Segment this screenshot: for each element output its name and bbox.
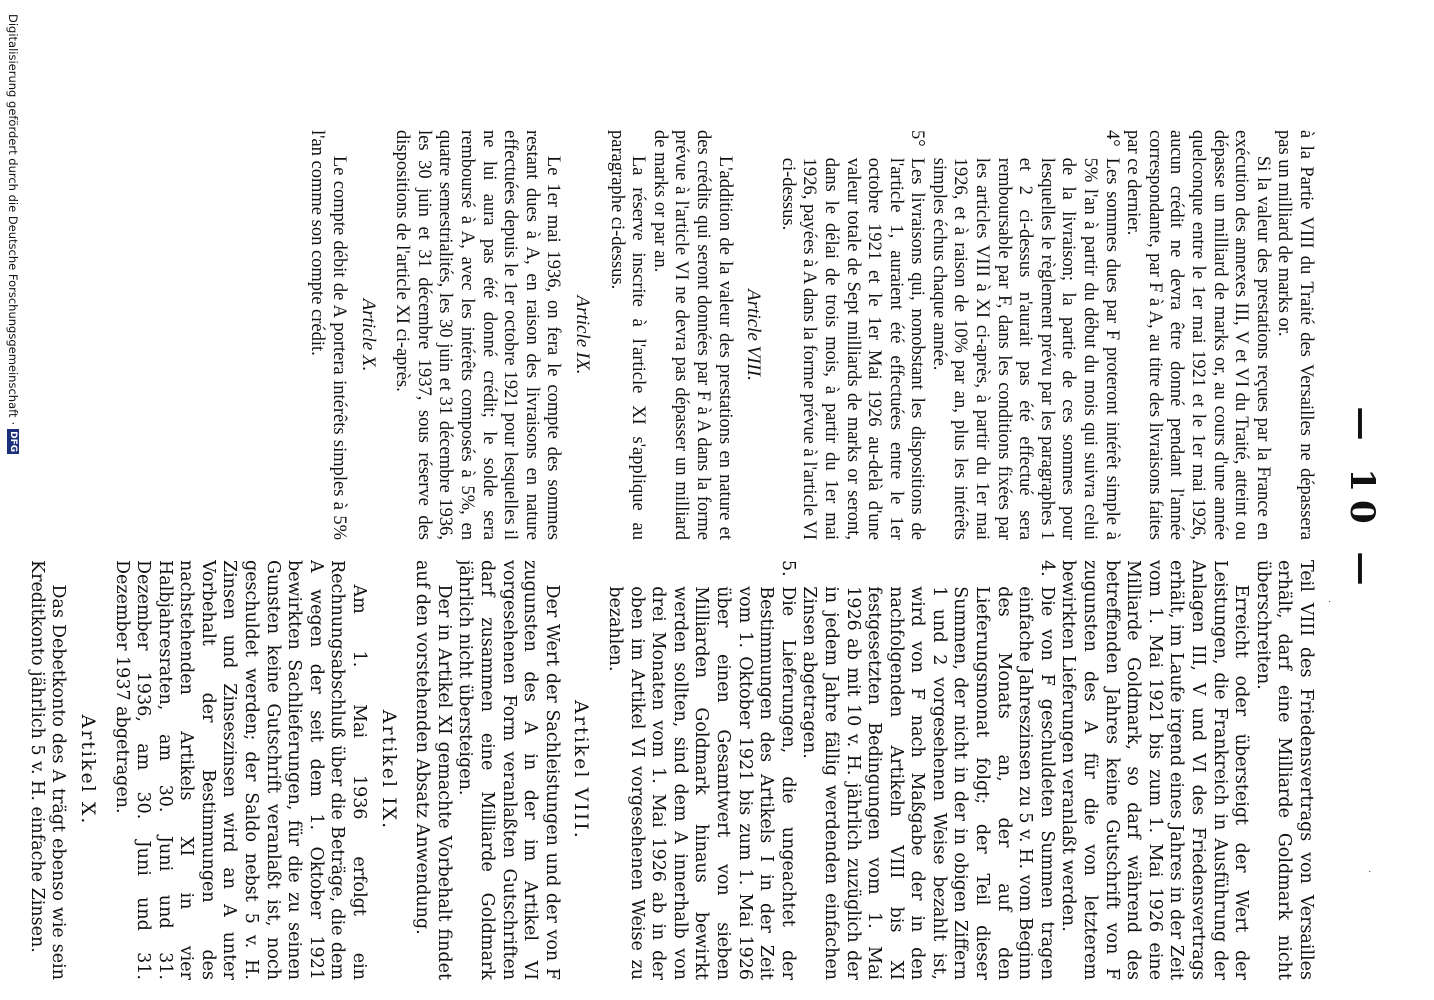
scan-speck: · bbox=[1323, 600, 1334, 604]
fr-paragraph-5-number: 5° bbox=[907, 130, 928, 147]
de-paragraph-5 bbox=[603, 560, 797, 980]
de-paragraph-4-text: Die von F geschuldeten Summen tragen einfache Jahreszinsen zu 5 v. H. vom Beginn des Monats an, der auf den Lieferungsmonat folgt; der Teil dieser Summen, der nicht in der in obigen Ziffern 1 und 2 vorgesehenen Weise bezahlt ist, wird von F nach Maßgabe der in den nachfolgenden Artikeln VIII bis XI festgesetzten Bedingungen vom 1. Mai 1926 ab mit 10 v. H. jährlich zuzüglich der in jedem Jahre fällig werdenden einfachen Zinsen abgetragen. bbox=[799, 586, 1057, 980]
de-paragraph-5-text: Die Lieferungen, die ungeachtet der Bestimmungen des Artikels I in der Zeit vom 1. Oktober 1921 bis zum 1. Mai 1926 über einen Gesamtwert von sieben Milliarden Goldmark hinaus bewirkt werden sollten, sind dem A innerhalb von drei Monaten vom 1. Mai 1926 ab in der oben im Artikel VI vorgesehenen Weise zu bezahlen. bbox=[605, 586, 798, 980]
scan-speck: · bbox=[1363, 870, 1374, 874]
fr-intro-paragraph: à la Partie VIII du Traité des Versailles ne dépassera pas un milliard de marks or. bbox=[1274, 130, 1316, 540]
fr-article-10-paragraph: Le compte débit de A portera intérêts simples à 5% l'an comme son compte crédit. bbox=[307, 130, 350, 540]
fr-paragraph-5 bbox=[776, 130, 927, 540]
de-paragraph-4-number: 4. bbox=[1036, 560, 1057, 577]
de-article-8-paragraph-1: Der Wert der Sachleistungen und der von F zugunsten des A in der im Artikel VI vorgesehenen Form veranlaßten Gutschriften darf zusammen eine Milliarde Goldmark jährlich nicht übersteigen. bbox=[455, 560, 562, 980]
fr-article-8-heading: Article VIII. bbox=[743, 289, 765, 381]
fr-article-9-heading: Article IX. bbox=[572, 295, 593, 375]
de-article-10-heading: Artikel X. bbox=[76, 714, 99, 826]
fr-paragraph-4-text: Les sommes dues par F proteront intérêt simple à 5% l'an à partir du début du mois qui suivra celui de la livraison; la partie de ces sommes pour lesquelles le règlement prévu par les paragraphes 1 et 2 ci-dessus n'aurait pas été effectué sera remboursable par F, dans les conditions fixées par les articles VIII à XI ci-après, à partir du 1er mai 1926, et à raison de 10% par an, plus les intérêts simples échus chaque année. bbox=[928, 157, 1122, 540]
fr-paragraph-4 bbox=[927, 130, 1121, 540]
french-column bbox=[306, 130, 1316, 540]
digitization-credit bbox=[6, 0, 20, 1000]
de-article-9-heading: Artikel IX. bbox=[377, 709, 400, 831]
fr-paragraph-4-number: 4° bbox=[1101, 130, 1122, 147]
de-paragraph-erreicht: Erreicht oder übersteigt der Wert der Leistungen, die Frankreich in Ausführung der Anlagen III, V und VI des Friedensvertrags erhält, im Laufe irgend eines Jahres in der Zeit vom 1. Mai 1921 bis zum 1. Mai 1926 eine Milliarde Goldmark, so darf während des betreffenden Jahres keine Gutschrift von F zugunsten des A für die von letzterem bewirkten Lieferungen veranlaßt werden. bbox=[1058, 560, 1252, 980]
fr-paragraph-si: Si la valeur des prestations reçues par la France en exécution des annexes III, V et VI du Traité, atteint ou dépasse un milliard de marks or, au cours d'une année quelconque entre le 1er mai 1921 et le 1er mai 1926, aucun crédit ne devra être donné pendant l'année correspondante, par F à A, au titre des livraisons faites par ce dernier. bbox=[1123, 130, 1273, 540]
de-article-10-paragraph: Das Debetkonto des A trägt ebenso wie sein Kreditkonto jährlich 5 v. H. einfache Zinsen. bbox=[26, 560, 69, 980]
credit-text: Digitalisierung gefördert durch die Deutsche Forschungsgemeinschaft bbox=[6, 14, 20, 418]
page-number: — 10 — bbox=[1342, 406, 1382, 594]
fr-article-8-paragraph-2: La réserve inscrite à l'article XI s'applique au paragraphe ci-dessus. bbox=[606, 130, 649, 540]
de-paragraph-5-number: 5. bbox=[777, 560, 798, 577]
german-column bbox=[25, 560, 1316, 980]
de-article-8-paragraph-2: Der in Artikel XI gemachte Vorbehalt findet auf den vorstehenden Absatz Anwendung. bbox=[412, 560, 454, 980]
de-article-9-paragraph: Am 1. Mai 1936 erfolgt ein Rechnungsabschluß über die Beträge, die dem A wegen der seit dem 1. Oktober 1921 bewirkten Sachlieferungen, für die zu seinen Gunsten keine Gutschrift veranlaßt ist, noch geschuldet werden; der Saldo nebst 5 v. H. Zinsen und Zinseszinsen wird an A unter Vorbehalt der Bestimmungen des nachstehenden Artikels XI in vier Halbjahresraten, am 30. Juni und 31. Dezember 1936, am 30. Juni und 31. Dezember 1937 abgetragen. bbox=[111, 560, 370, 980]
fr-article-10-heading: Article X. bbox=[357, 298, 379, 372]
dfg-logo: DFG bbox=[8, 431, 18, 453]
credit-separator: · bbox=[6, 421, 20, 426]
fr-paragraph-5-text: Les livraisons qui, nonobstant les dispositions de l'article 1, auraient été effectuées entre le 1er octobre 1921 et le 1er Mai 1926 au-delà d'une valeur totale de Sept milliards de marks or seront, dans le délai de trois mois, à partir du 1er mai 1926, payées à A dans la forme prévue à l'article VI ci-dessus. bbox=[777, 157, 928, 540]
de-intro-paragraph: Teil VIII des Friedensvertrags von Versailles erhält, darf eine Milliarde Goldmark nicht überschreiten. bbox=[1252, 560, 1316, 980]
fr-article-9-paragraph: Le 1er mai 1936, on fera le compte des sommes restant dues à A, en raison des livraisons en nature effectuées depuis le 1er octobre 1921 pour lesquelles il ne lui aura pas été donné crédit; le solde sera remboursé à A, avec les intérêts composés à 5%, en quatre semestrialités, les 30 juin et 31 décembre 1936, les 30 juin et 31 décembre 1937, sous réserve des dispositions de l'article XI ci-après. bbox=[392, 130, 564, 540]
de-paragraph-4 bbox=[798, 560, 1057, 980]
fr-article-8-paragraph-1: L'addition de la valeur des prestations en nature et des crédits qui seront données par F à A dans la forme prévue à l'article VI ne devra pas dépasser un milliard de marks or par an. bbox=[649, 130, 735, 540]
de-article-8-heading: Artikel VIII. bbox=[570, 700, 593, 840]
